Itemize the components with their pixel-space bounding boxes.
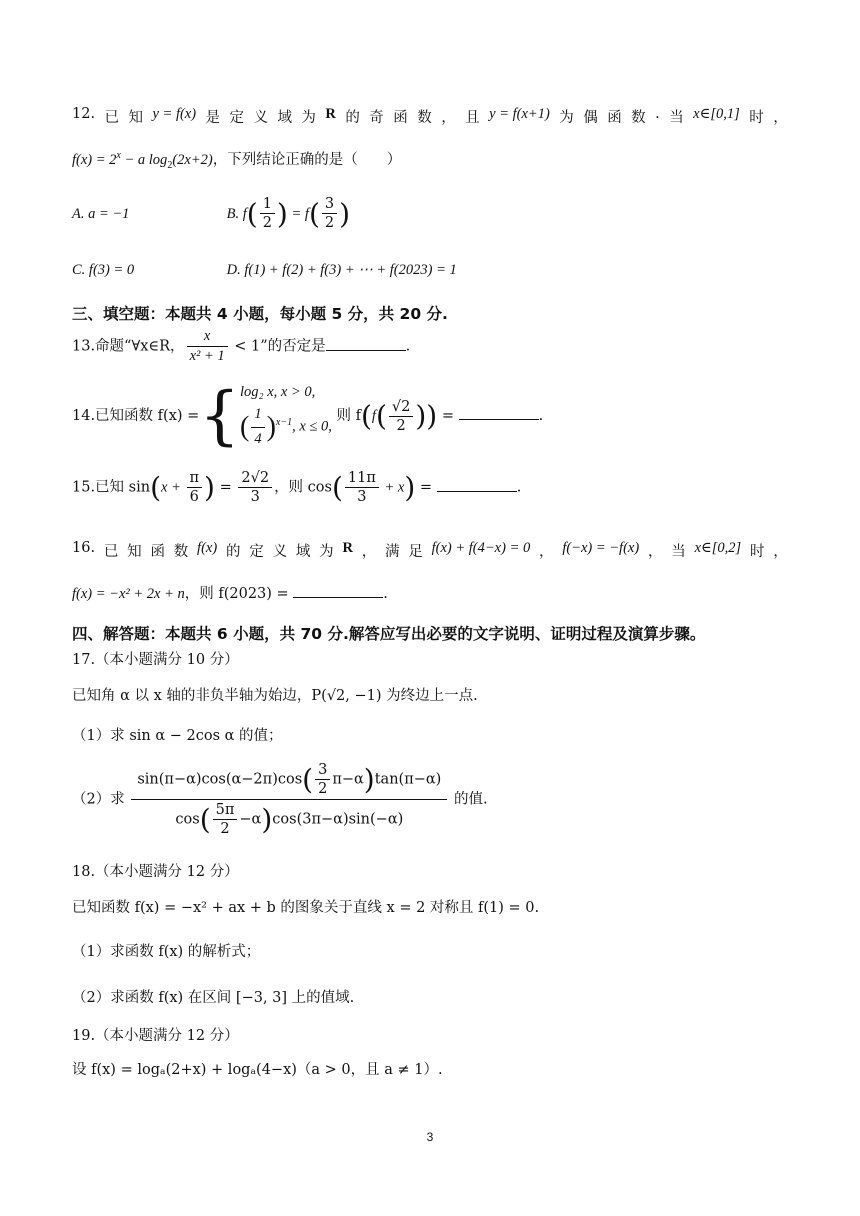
q16-token: 知: [127, 544, 142, 560]
q12-token: 当: [669, 110, 684, 126]
q12-token: 数: [631, 110, 646, 126]
q16-token: 时: [749, 544, 765, 560]
q14-answer-blank[interactable]: [459, 405, 539, 420]
q12-token: 奇: [369, 110, 384, 126]
q16-token: f(x) + f(4−x) = 0: [431, 540, 531, 556]
q19-header: 19.（本小题满分 12 分）: [72, 1028, 239, 1044]
q18-header: 18.（本小题满分 12 分）: [72, 864, 239, 880]
q16-token: 数: [173, 544, 189, 560]
q16-token: 定: [249, 544, 264, 560]
section4-heading: 四、解答题：本题共 6 小题，共 70 分.解答应写出必要的文字说明、证明过程及演算步骤。: [72, 625, 706, 643]
q16-token: 义: [272, 544, 288, 560]
page-number: 3: [426, 1130, 434, 1144]
q16-token: 为: [319, 544, 334, 560]
q12-token: 偶: [583, 110, 598, 126]
q15: 15.已知 sin(x + $\frac{\pi}{6}$ ) = $\frac{2√2}{3}$ ，则 cos( $\frac{11\pi}{3}$ + x) = .: [72, 470, 522, 505]
q12-token: y = f(x): [152, 106, 197, 122]
q12-token: 函: [393, 110, 408, 126]
q12-line1: [72, 106, 788, 127]
q15-answer-blank[interactable]: [437, 477, 517, 492]
q12-token: .: [655, 106, 660, 122]
q16-token: R: [342, 540, 353, 556]
q17-header: 17.（本小题满分 10 分）: [72, 652, 239, 668]
q16-token: 的: [225, 544, 241, 560]
q12-token: 数: [417, 110, 432, 126]
q13-answer-blank[interactable]: [326, 336, 406, 351]
q12-token: 域: [277, 110, 292, 126]
q12-token: 函: [607, 110, 622, 126]
q16-token: 已: [103, 544, 119, 560]
q12-token: 的: [345, 110, 360, 126]
q14: 14.已知函数 f(x) ={ log₂ x, x > 0, ( $\frac{1}{4}$ )$^{x-1}$, x ≤ 0, 则 f(f( $\frac{√2}{2}$ )) = .: [72, 379, 544, 454]
q16-token: 函: [150, 544, 165, 560]
q16-line1: [72, 540, 788, 561]
q16-token: 当: [671, 544, 686, 560]
q12-token: x∈[0,1]: [693, 106, 740, 122]
option-c: C. f(3) = 0: [72, 262, 135, 278]
q12-token: 义: [253, 110, 268, 126]
q12-options-ab: [72, 196, 788, 231]
q12-token: 已: [104, 110, 120, 126]
q16-token: 域: [295, 544, 311, 560]
q12-token: 是: [205, 110, 221, 126]
q12-token: y = f(x+1): [489, 106, 550, 122]
q16-line2: f(x) = −x² + 2x + n，则 f(2023) = .: [72, 582, 788, 603]
q16-token: ，: [539, 544, 554, 560]
q12-token: 定: [229, 110, 244, 126]
q12-token: ，: [773, 110, 788, 126]
q17-part2: （2）求 sin(π−α)cos(α−2π)cos( $\frac{3}{2}$ π−α)tan(π−α) cos( $\frac{5\pi}{2}$ −α)cos(3π−α)sin(−α) 的值.: [72, 762, 488, 837]
q18-stem: 已知函数 f(x) = −x² + ax + b 的图象关于直线 x = 2 对称且 f(1) = 0.: [72, 900, 540, 916]
q12-token: 12.: [72, 106, 96, 122]
option-d: D. f(1) + f(2) + f(3) + ⋯ + f(2023) = 1: [226, 262, 457, 278]
q13: 13.命题“∀x∈R， $\frac{x}{\text{x² + 1}}$ < 1”的否定是 .: [72, 328, 411, 364]
q12-token: 时: [749, 110, 764, 126]
option-a: A. a = −1: [72, 205, 130, 222]
q16-token: ，: [773, 544, 788, 560]
section3-heading: 三、填空题：本题共 4 小题，每小题 5 分，共 20 分.: [72, 305, 448, 323]
q16-token: f(x): [197, 540, 218, 556]
q16-token: ，: [647, 544, 663, 560]
q12-token: 为: [559, 110, 574, 126]
q12-token: ，: [441, 110, 456, 126]
q12-token: R: [325, 106, 336, 122]
q16-answer-blank[interactable]: [293, 583, 383, 598]
q16-token: 16.: [72, 540, 96, 556]
q18-part1: （1）求函数 f(x) 的解析式；: [72, 944, 261, 960]
q12-token: 知: [128, 110, 143, 126]
q12-options-cd: [72, 262, 788, 279]
q12-line2: $f(x) = 2^x - a$ $\log_2(2x+2)$，下列结论正确的是（ ）: [72, 150, 402, 171]
q12-token: 为: [301, 110, 316, 126]
q17-stem: 已知角 α 以 x 轴的非负半轴为始边，P(√2, −1) 为终边上一点.: [72, 688, 478, 704]
q19-stem: 设 f(x) = logₐ(2+x) + logₐ(4−x)（a > 0，且 a ≠ 1）.: [72, 1062, 443, 1078]
q17-part1: （1）求 sin α − 2cos α 的值；: [72, 728, 283, 744]
option-b: B. f( $\frac{1}{2}$ ) = f( $\frac{3}{2}$ ): [226, 196, 351, 231]
q12-token: 且: [465, 110, 480, 126]
q16-token: x∈[0,2]: [694, 540, 742, 556]
q16-token: 满: [385, 544, 400, 560]
q16-token: 足: [408, 544, 423, 560]
q16-token: f(−x) = −f(x): [562, 540, 640, 556]
q16-token: ，: [361, 544, 377, 560]
q18-part2: （2）求函数 f(x) 在区间 [−3, 3] 上的值域.: [72, 990, 355, 1006]
